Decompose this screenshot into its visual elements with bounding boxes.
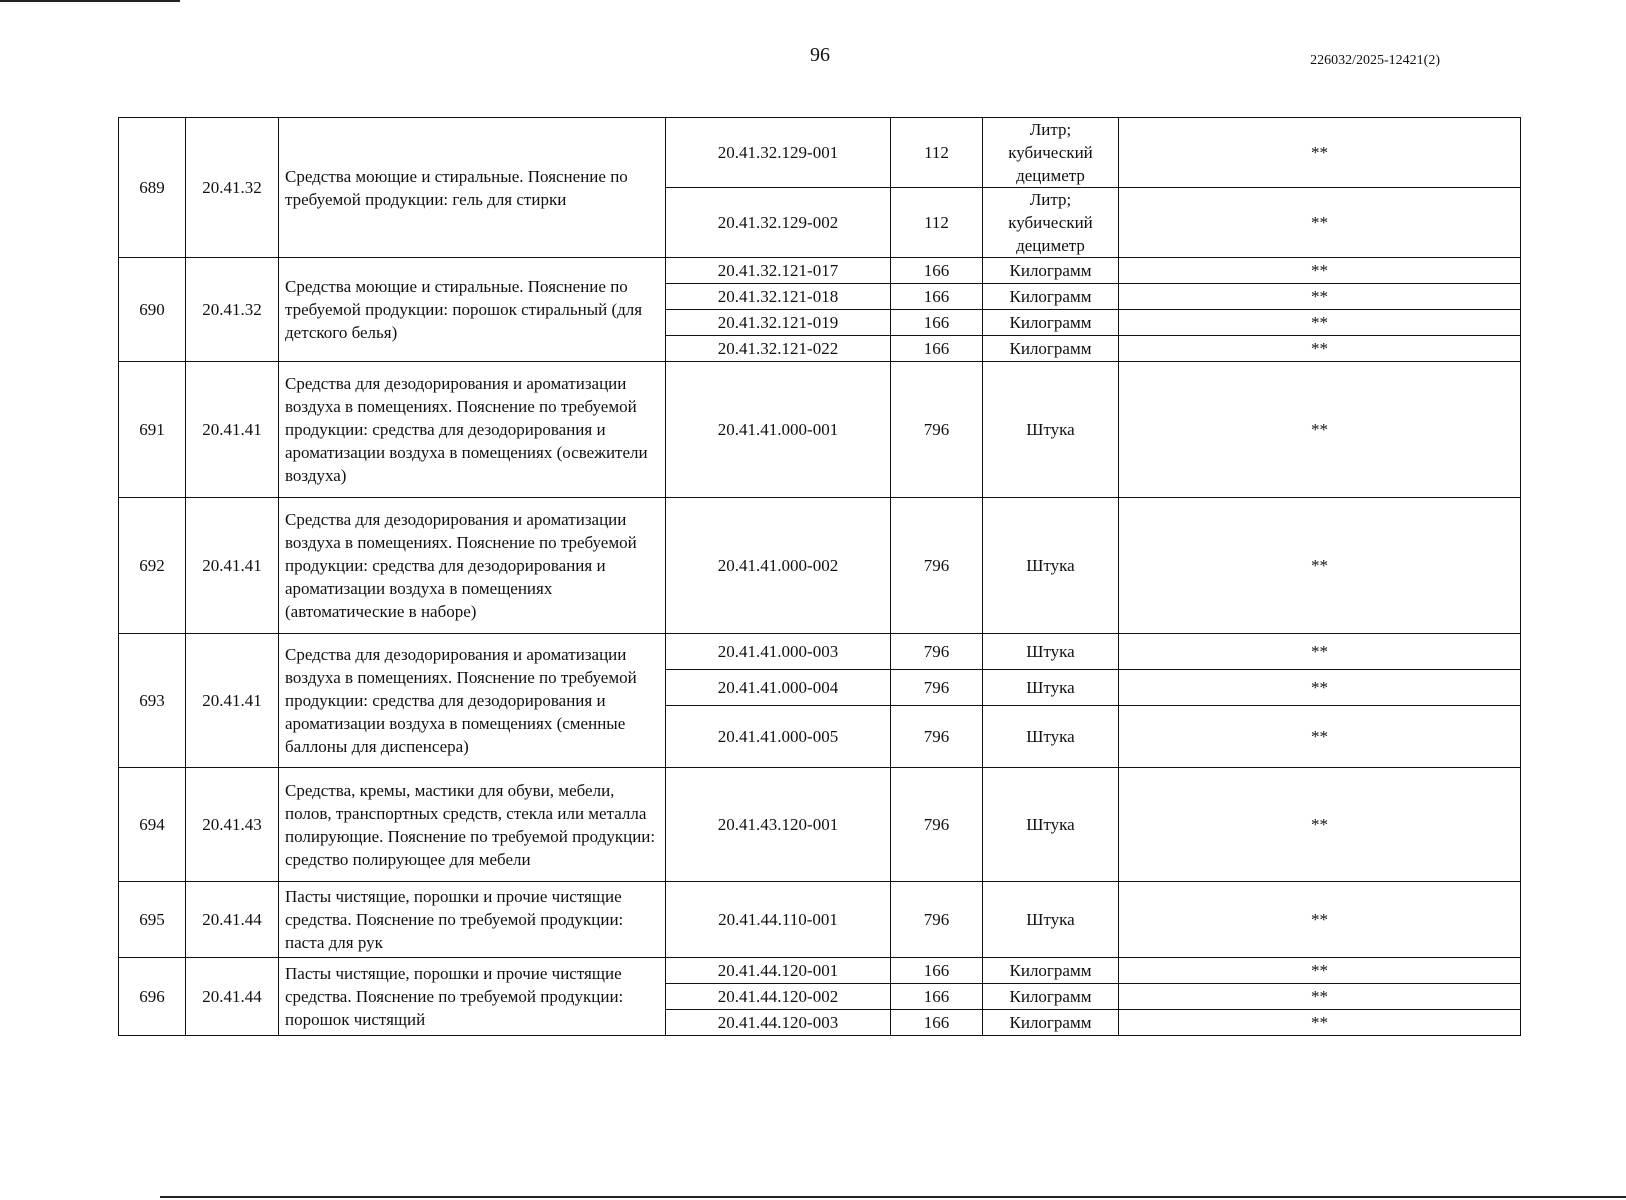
product-description-cell: Средства для дезодорирования и ароматизации воздуха в помещениях. Пояснение по требуемой продукции: средства для дезодорирования и ароматизации воздуха в помещениях (освежители воздуха) <box>279 362 666 498</box>
unit-name-cell: Килограмм <box>983 284 1119 310</box>
row-number-cell: 694 <box>119 768 186 882</box>
ktru-code-cell: 20.41.44.120-003 <box>666 1010 891 1036</box>
ktru-code-cell: 20.41.41.000-002 <box>666 498 891 634</box>
product-table-body <box>119 118 1521 1036</box>
unit-name-cell: Штука <box>983 768 1119 882</box>
requirement-cell: ** <box>1119 1010 1521 1036</box>
requirement-cell: ** <box>1119 284 1521 310</box>
unit-name-cell: Килограмм <box>983 1010 1119 1036</box>
ktru-code-cell: 20.41.41.000-001 <box>666 362 891 498</box>
unit-name-cell: Килограмм <box>983 258 1119 284</box>
product-description-cell: Средства для дезодорирования и ароматизации воздуха в помещениях. Пояснение по требуемой продукции: средства для дезодорирования и ароматизации воздуха в помещениях (сменные баллоны для диспенсера) <box>279 634 666 768</box>
row-number-cell: 692 <box>119 498 186 634</box>
okei-code-cell: 166 <box>891 258 983 284</box>
ktru-code-cell: 20.41.44.120-002 <box>666 984 891 1010</box>
unit-name-cell: Штука <box>983 634 1119 670</box>
unit-name-cell: Килограмм <box>983 310 1119 336</box>
okei-code-cell: 166 <box>891 958 983 984</box>
unit-name-cell: Литр; кубический дециметр <box>983 188 1119 258</box>
ktru-code-cell: 20.41.41.000-003 <box>666 634 891 670</box>
okei-code-cell: 796 <box>891 706 983 768</box>
okei-code-cell: 166 <box>891 284 983 310</box>
requirement-cell: ** <box>1119 258 1521 284</box>
product-description-cell: Средства моющие и стиральные. Пояснение по требуемой продукции: гель для стирки <box>279 118 666 258</box>
unit-name-cell: Килограмм <box>983 336 1119 362</box>
okei-code-cell: 166 <box>891 1010 983 1036</box>
okpd-code-cell: 20.41.41 <box>186 362 279 498</box>
unit-name-cell: Штука <box>983 362 1119 498</box>
scan-edge-line-top <box>0 0 180 2</box>
requirement-cell: ** <box>1119 118 1521 188</box>
ktru-code-cell: 20.41.41.000-004 <box>666 670 891 706</box>
row-number-cell: 691 <box>119 362 186 498</box>
row-number-cell: 690 <box>119 258 186 362</box>
requirement-cell: ** <box>1119 310 1521 336</box>
okei-code-cell: 112 <box>891 188 983 258</box>
okpd-code-cell: 20.41.32 <box>186 258 279 362</box>
ktru-code-cell: 20.41.44.120-001 <box>666 958 891 984</box>
ktru-code-cell: 20.41.44.110-001 <box>666 882 891 958</box>
table-row <box>119 958 1521 984</box>
unit-name-cell: Штука <box>983 882 1119 958</box>
unit-name-cell: Литр; кубический дециметр <box>983 118 1119 188</box>
table-row <box>119 118 1521 188</box>
ktru-code-cell: 20.41.32.121-017 <box>666 258 891 284</box>
row-number-cell: 689 <box>119 118 186 258</box>
okei-code-cell: 796 <box>891 882 983 958</box>
table-row <box>119 634 1521 670</box>
okei-code-cell: 166 <box>891 336 983 362</box>
okei-code-cell: 112 <box>891 118 983 188</box>
okei-code-cell: 796 <box>891 362 983 498</box>
ktru-code-cell: 20.41.32.129-001 <box>666 118 891 188</box>
unit-name-cell: Штука <box>983 498 1119 634</box>
requirement-cell: ** <box>1119 634 1521 670</box>
okei-code-cell: 796 <box>891 768 983 882</box>
requirement-cell: ** <box>1119 336 1521 362</box>
product-description-cell: Средства для дезодорирования и ароматизации воздуха в помещениях. Пояснение по требуемой продукции: средства для дезодорирования и ароматизации воздуха в помещениях (автоматические в наборе) <box>279 498 666 634</box>
requirement-cell: ** <box>1119 958 1521 984</box>
product-description-cell: Средства, кремы, мастики для обуви, мебели, полов, транспортных средств, стекла или металла полирующие. Пояснение по требуемой продукции: средство полирующее для мебели <box>279 768 666 882</box>
unit-name-cell: Штука <box>983 670 1119 706</box>
requirement-cell: ** <box>1119 670 1521 706</box>
okei-code-cell: 166 <box>891 984 983 1010</box>
page-number: 96 <box>810 44 830 66</box>
document-id: 226032/2025-12421(2) <box>1310 53 1440 68</box>
product-description-cell: Пасты чистящие, порошки и прочие чистящие средства. Пояснение по требуемой продукции: паста для рук <box>279 882 666 958</box>
product-description-cell: Средства моющие и стиральные. Пояснение по требуемой продукции: порошок стиральный (для детского белья) <box>279 258 666 362</box>
row-number-cell: 695 <box>119 882 186 958</box>
ktru-code-cell: 20.41.32.121-019 <box>666 310 891 336</box>
table-row <box>119 362 1521 498</box>
okpd-code-cell: 20.41.43 <box>186 768 279 882</box>
okpd-code-cell: 20.41.41 <box>186 634 279 768</box>
okei-code-cell: 796 <box>891 670 983 706</box>
ktru-code-cell: 20.41.32.121-022 <box>666 336 891 362</box>
ktru-code-cell: 20.41.41.000-005 <box>666 706 891 768</box>
ktru-code-cell: 20.41.43.120-001 <box>666 768 891 882</box>
table-row <box>119 258 1521 284</box>
table-row <box>119 882 1521 958</box>
unit-name-cell: Штука <box>983 706 1119 768</box>
ktru-code-cell: 20.41.32.129-002 <box>666 188 891 258</box>
product-description-cell: Пасты чистящие, порошки и прочие чистящие средства. Пояснение по требуемой продукции: порошок чистящий <box>279 958 666 1036</box>
okpd-code-cell: 20.41.44 <box>186 958 279 1036</box>
okpd-code-cell: 20.41.32 <box>186 118 279 258</box>
okpd-code-cell: 20.41.44 <box>186 882 279 958</box>
okei-code-cell: 796 <box>891 634 983 670</box>
table-row <box>119 768 1521 882</box>
requirement-cell: ** <box>1119 706 1521 768</box>
requirement-cell: ** <box>1119 882 1521 958</box>
unit-name-cell: Килограмм <box>983 984 1119 1010</box>
requirement-cell: ** <box>1119 768 1521 882</box>
table-row <box>119 498 1521 634</box>
requirement-cell: ** <box>1119 362 1521 498</box>
unit-name-cell: Килограмм <box>983 958 1119 984</box>
ktru-code-cell: 20.41.32.121-018 <box>666 284 891 310</box>
row-number-cell: 693 <box>119 634 186 768</box>
okei-code-cell: 166 <box>891 310 983 336</box>
okei-code-cell: 796 <box>891 498 983 634</box>
requirement-cell: ** <box>1119 188 1521 258</box>
okpd-code-cell: 20.41.41 <box>186 498 279 634</box>
product-table <box>118 117 1521 1036</box>
requirement-cell: ** <box>1119 984 1521 1010</box>
requirement-cell: ** <box>1119 498 1521 634</box>
scan-edge-line-bottom <box>160 1196 1626 1198</box>
row-number-cell: 696 <box>119 958 186 1036</box>
